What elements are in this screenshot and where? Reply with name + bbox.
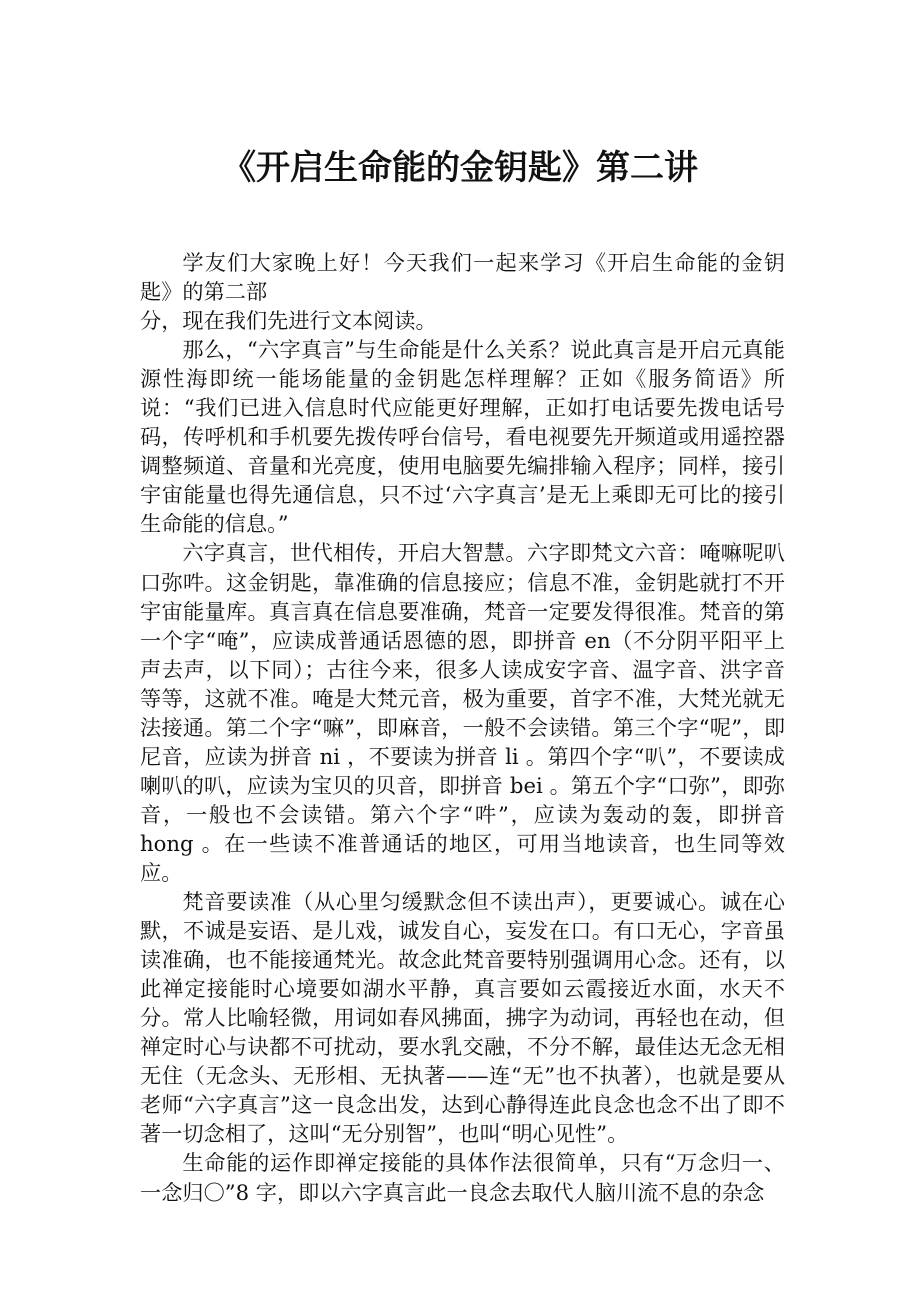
document-title: 《开启生命能的金钥匙》第二讲 <box>222 148 698 188</box>
paragraph-1-continuation: 分，现在我们先进行文本阅读。 <box>140 308 437 334</box>
paragraph-1: 学友们大家晚上好！今天我们一起来学习《开启生命能的金钥匙》的第二部 <box>140 250 785 305</box>
paragraph-5: 生命能的运作即禅定接能的具体作法很简单，只有“万念归一、一念归〇”8 字，即以六字真言此一良念去取代人脑川流不息的杂念 <box>140 1150 785 1205</box>
paragraph-3: 六字真言，世代相传，开启大智慧。六字即梵文六音：唵嘛呢叭口弥吽。这金钥匙，靠准确的信息接应；信息不准，金钥匙就打不开宇宙能量库。真言真在信息要准确，梵音一定要发得很准。梵音的第一个字“唵”，应读成普通话恩德的恩，即拼音 en（不分阴平阳平上声去声，以下同）；古往今来，很多人读成安字音、温字音、洪字音等等，这就不准。唵是大梵元音，极为重要，首字不准，大梵光就无法接通。第二个字“嘛”，即麻音，一般不会读错。第三个字“呢”，即尼音，应读为拼音 ni ，不要读为拼音 li 。第四个字“叭”，不要读成喇叭的叭，应读为宝贝的贝音，即拼音 bei 。第五个字“口弥”，即弥音，一般也不会读错。第六个字“吽”，应读为轰动的轰，即拼音 hong 。在一些读不准普通话的地区，可用当地读音，也生同等效应。 <box>140 540 785 885</box>
paragraph-4: 梵音要读准（从心里匀缓默念但不读出声），更要诚心。诚在心默，不诚是妄语、是儿戏，诚发自心，妄发在口。有口无心，字音虽读准确，也不能接通梵光。故念此梵音要特别强调用心念。还有，以此禅定接能时心境要如湖水平静，真言要如云霞接近水面，水天不分。常人比喻轻微，用词如春风拂面，拂字为动词，再轻也在动，但禅定时心与诀都不可扰动，要水乳交融，不分不解，最佳达无念无相无住（无念头、无形相、无执著——连“无”也不执著），也就是要从老师“六字真言”这一良念出发，达到心静得连此良念也念不出了即不著一切念相了，这叫“无分别智”，也叫“明心见性”。 <box>140 889 785 1147</box>
paragraph-2: 那么，“六字真言”与生命能是什么关系？说此真言是开启元真能源性海即统一能场能量的金钥匙怎样理解？正如《服务简语》所说：“我们已进入信息时代应能更好理解，正如打电话要先拨电话号码，传呼机和手机要先拨传呼台信号，看电视要先开频道或用遥控器调整频道、音量和光亮度，使用电脑要先编排输入程序；同样，接引宇宙能量也得先通信息，只不过‘六字真言’是无上乘即无可比的接引生命能的信息。” <box>140 337 785 537</box>
document-body <box>140 248 785 1207</box>
